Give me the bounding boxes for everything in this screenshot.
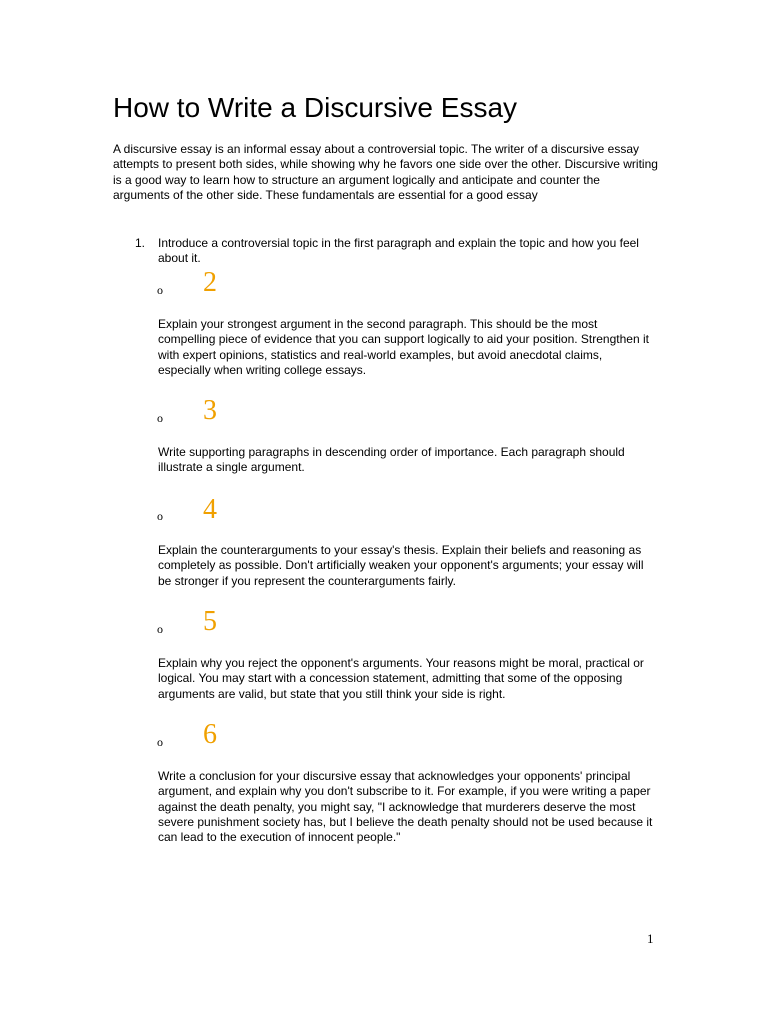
list-item-1-text: Introduce a controversial topic in the first paragraph and explain the topic and how you feel about it.: [158, 236, 639, 266]
list-item-1-marker: 1.: [135, 236, 146, 250]
step-number-6: 6: [203, 719, 217, 750]
bullet-icon: o: [157, 411, 163, 425]
page-number: 1: [647, 931, 654, 946]
bullet-icon: o: [157, 735, 163, 749]
step-text-5: Explain why you reject the opponent's arguments. Your reasons might be moral, practical or logical. You may start with a concession statement, admitting that some of the opposing arguments are valid, but state that you still think your side is right.: [158, 656, 644, 701]
page-title: How to Write a Discursive Essay: [113, 92, 518, 123]
step-number-5: 5: [203, 606, 217, 637]
step-text-6: Write a conclusion for your discursive essay that acknowledges your opponents' principal argument, and explain why you don't subscribe to it. For example, if you were writing a paper against the death penalty, you might say, "I acknowledge that murderers deserve the most severe punishment society has, but I believe the death penalty should not be used because it can lead to the execution of innocent people.": [158, 769, 653, 845]
step-text-4: Explain the counterarguments to your essay's thesis. Explain their beliefs and reasoning as completely as possible. Don't artificially weaken your opponent's arguments; your essay will be stronger if you represent the counterarguments fairly.: [158, 543, 644, 588]
step-text-2: Explain your strongest argument in the second paragraph. This should be the most compelling piece of evidence that you can support logically to aid your position. Strengthen it with expert opinions, statistics and real-world examples, but avoid anecdotal claims, especially when writing college essays.: [158, 317, 649, 377]
intro-paragraph: A discursive essay is an informal essay about a controversial topic. The writer of a discursive essay attempts to present both sides, while showing why he favors one side over the other. Discursive writing is a good way to learn how to structure an argument logically and anticipate and counter the arguments of the other side. These fundamentals are essential for a good essay: [113, 142, 658, 202]
step-number-2: 2: [203, 267, 217, 298]
bullet-icon: o: [157, 283, 163, 297]
step-number-4: 4: [203, 494, 217, 525]
bullet-icon: o: [157, 622, 163, 636]
bullet-icon: o: [157, 509, 163, 523]
step-number-3: 3: [203, 395, 217, 426]
step-text-3: Write supporting paragraphs in descending order of importance. Each paragraph should illustrate a single argument.: [158, 445, 625, 475]
